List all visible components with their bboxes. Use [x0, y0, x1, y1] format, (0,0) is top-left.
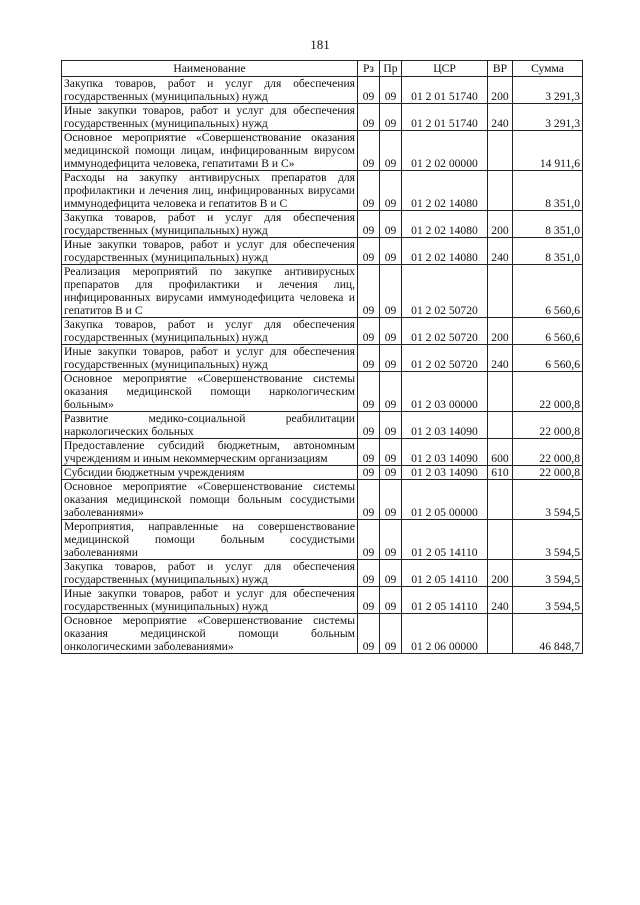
cell-sum: 3 594,5: [513, 560, 583, 587]
cell-rz: 09: [358, 412, 380, 439]
cell-name: Реализация мероприятий по закупке антивирусных препаратов для профилактики и лечения лиц, инфицированных вирусами иммунодефицита человека и гепатитов В и С: [62, 265, 358, 318]
table-header-row: [62, 61, 583, 77]
table-row: [62, 560, 583, 587]
header-vr: ВР: [488, 61, 513, 77]
cell-sum: 3 291,3: [513, 77, 583, 104]
cell-name: Закупка товаров, работ и услуг для обеспечения государственных (муниципальных) нужд: [62, 560, 358, 587]
table-row: [62, 412, 583, 439]
cell-csr: 01 2 03 14090: [402, 439, 488, 466]
cell-pr: 09: [380, 318, 402, 345]
cell-csr: 01 2 06 00000: [402, 614, 488, 654]
table-row: [62, 480, 583, 520]
cell-name: Иные закупки товаров, работ и услуг для обеспечения государственных (муниципальных) нужд: [62, 345, 358, 372]
cell-vr: 240: [488, 587, 513, 614]
cell-sum: 22 000,8: [513, 412, 583, 439]
cell-sum: 6 560,6: [513, 318, 583, 345]
cell-rz: 09: [358, 345, 380, 372]
cell-rz: 09: [358, 238, 380, 265]
header-sum: Сумма: [513, 61, 583, 77]
cell-pr: 09: [380, 171, 402, 211]
cell-sum: 6 560,6: [513, 265, 583, 318]
cell-name: Мероприятия, направленные на совершенствование медицинской помощи больным сосудистыми заболеваниями: [62, 520, 358, 560]
table-row: [62, 439, 583, 466]
cell-pr: 09: [380, 587, 402, 614]
cell-sum: 6 560,6: [513, 345, 583, 372]
table-row: [62, 77, 583, 104]
header-csr: ЦСР: [402, 61, 488, 77]
cell-csr: 01 2 03 00000: [402, 372, 488, 412]
table-row: [62, 265, 583, 318]
cell-pr: 09: [380, 614, 402, 654]
cell-vr: [488, 520, 513, 560]
cell-rz: 09: [358, 318, 380, 345]
cell-name: Основное мероприятие «Совершенствование системы оказания медицинской помощи больным онкологическими заболеваниями»: [62, 614, 358, 654]
cell-rz: 09: [358, 77, 380, 104]
cell-rz: 09: [358, 587, 380, 614]
cell-sum: 3 594,5: [513, 587, 583, 614]
table-row: [62, 104, 583, 131]
cell-pr: 09: [380, 131, 402, 171]
cell-name: Основное мероприятие «Совершенствование оказания медицинской помощи лицам, инфицированным вирусом иммунодефицита человека, гепатитами В и С»: [62, 131, 358, 171]
cell-sum: 22 000,8: [513, 372, 583, 412]
header-pr: Пр: [380, 61, 402, 77]
cell-pr: 09: [380, 560, 402, 587]
table-row: [62, 587, 583, 614]
cell-rz: 09: [358, 372, 380, 412]
cell-vr: 600: [488, 439, 513, 466]
cell-pr: 09: [380, 520, 402, 560]
cell-rz: 09: [358, 265, 380, 318]
cell-name: Иные закупки товаров, работ и услуг для обеспечения государственных (муниципальных) нужд: [62, 587, 358, 614]
cell-rz: 09: [358, 614, 380, 654]
cell-rz: 09: [358, 171, 380, 211]
cell-name: Иные закупки товаров, работ и услуг для обеспечения государственных (муниципальных) нужд: [62, 238, 358, 265]
cell-sum: 3 594,5: [513, 480, 583, 520]
cell-vr: [488, 171, 513, 211]
cell-csr: 01 2 02 14080: [402, 171, 488, 211]
cell-name: Предоставление субсидий бюджетным, автономным учреждениям и иным некоммерческим организациям: [62, 439, 358, 466]
cell-rz: 09: [358, 104, 380, 131]
cell-vr: 240: [488, 104, 513, 131]
cell-csr: 01 2 02 14080: [402, 211, 488, 238]
cell-csr: 01 2 05 14110: [402, 587, 488, 614]
cell-rz: 09: [358, 480, 380, 520]
cell-sum: 8 351,0: [513, 238, 583, 265]
cell-pr: 09: [380, 480, 402, 520]
cell-name: Закупка товаров, работ и услуг для обеспечения государственных (муниципальных) нужд: [62, 77, 358, 104]
cell-rz: 09: [358, 131, 380, 171]
cell-name: Субсидии бюджетным учреждениям: [62, 466, 358, 480]
cell-csr: 01 2 02 50720: [402, 265, 488, 318]
cell-sum: 22 000,8: [513, 439, 583, 466]
cell-sum: 3 291,3: [513, 104, 583, 131]
cell-name: Закупка товаров, работ и услуг для обеспечения государственных (муниципальных) нужд: [62, 211, 358, 238]
header-rz: Рз: [358, 61, 380, 77]
cell-vr: [488, 372, 513, 412]
cell-sum: 3 594,5: [513, 520, 583, 560]
cell-name: Иные закупки товаров, работ и услуг для обеспечения государственных (муниципальных) нужд: [62, 104, 358, 131]
cell-csr: 01 2 01 51740: [402, 104, 488, 131]
cell-rz: 09: [358, 560, 380, 587]
cell-rz: 09: [358, 211, 380, 238]
cell-csr: 01 2 03 14090: [402, 412, 488, 439]
cell-csr: 01 2 02 50720: [402, 345, 488, 372]
table-row: [62, 171, 583, 211]
cell-pr: 09: [380, 265, 402, 318]
cell-pr: 09: [380, 77, 402, 104]
cell-csr: 01 2 05 14110: [402, 560, 488, 587]
table-row: [62, 345, 583, 372]
cell-vr: [488, 614, 513, 654]
table-row: [62, 372, 583, 412]
table-row: [62, 238, 583, 265]
table-row: [62, 318, 583, 345]
table-row: [62, 614, 583, 654]
cell-vr: [488, 265, 513, 318]
cell-vr: 200: [488, 211, 513, 238]
cell-vr: 200: [488, 77, 513, 104]
cell-pr: 09: [380, 104, 402, 131]
table-row: [62, 211, 583, 238]
cell-vr: 200: [488, 318, 513, 345]
cell-csr: 01 2 03 14090: [402, 466, 488, 480]
cell-pr: 09: [380, 345, 402, 372]
cell-csr: 01 2 02 14080: [402, 238, 488, 265]
table-row: [62, 131, 583, 171]
cell-pr: 09: [380, 238, 402, 265]
cell-vr: 240: [488, 238, 513, 265]
cell-rz: 09: [358, 439, 380, 466]
cell-pr: 09: [380, 439, 402, 466]
header-name: Наименование: [62, 61, 358, 77]
cell-sum: 8 351,0: [513, 171, 583, 211]
cell-csr: 01 2 02 00000: [402, 131, 488, 171]
cell-csr: 01 2 05 00000: [402, 480, 488, 520]
cell-rz: 09: [358, 466, 380, 480]
cell-sum: 14 911,6: [513, 131, 583, 171]
cell-vr: 200: [488, 560, 513, 587]
page-number: 181: [310, 37, 330, 52]
cell-csr: 01 2 05 14110: [402, 520, 488, 560]
cell-sum: 8 351,0: [513, 211, 583, 238]
cell-vr: [488, 131, 513, 171]
cell-rz: 09: [358, 520, 380, 560]
cell-csr: 01 2 01 51740: [402, 77, 488, 104]
cell-pr: 09: [380, 412, 402, 439]
cell-name: Основное мероприятие «Совершенствование системы оказания медицинской помощи наркологическим больным»: [62, 372, 358, 412]
cell-sum: 46 848,7: [513, 614, 583, 654]
cell-name: Расходы на закупку антивирусных препаратов для профилактики и лечения лиц, инфицированных вирусами иммунодефицита человека и гепатитов В и С: [62, 171, 358, 211]
cell-pr: 09: [380, 466, 402, 480]
cell-vr: 610: [488, 466, 513, 480]
cell-vr: [488, 480, 513, 520]
budget-table: [61, 60, 583, 654]
table-row: [62, 520, 583, 560]
table-row: [62, 466, 583, 480]
cell-pr: 09: [380, 372, 402, 412]
cell-vr: [488, 412, 513, 439]
cell-pr: 09: [380, 211, 402, 238]
cell-name: Развитие медико-социальной реабилитации наркологических больных: [62, 412, 358, 439]
cell-name: Основное мероприятие «Совершенствование системы оказания медицинской помощи больным сосудистыми заболеваниями»: [62, 480, 358, 520]
cell-sum: 22 000,8: [513, 466, 583, 480]
cell-csr: 01 2 02 50720: [402, 318, 488, 345]
cell-name: Закупка товаров, работ и услуг для обеспечения государственных (муниципальных) нужд: [62, 318, 358, 345]
cell-vr: 240: [488, 345, 513, 372]
